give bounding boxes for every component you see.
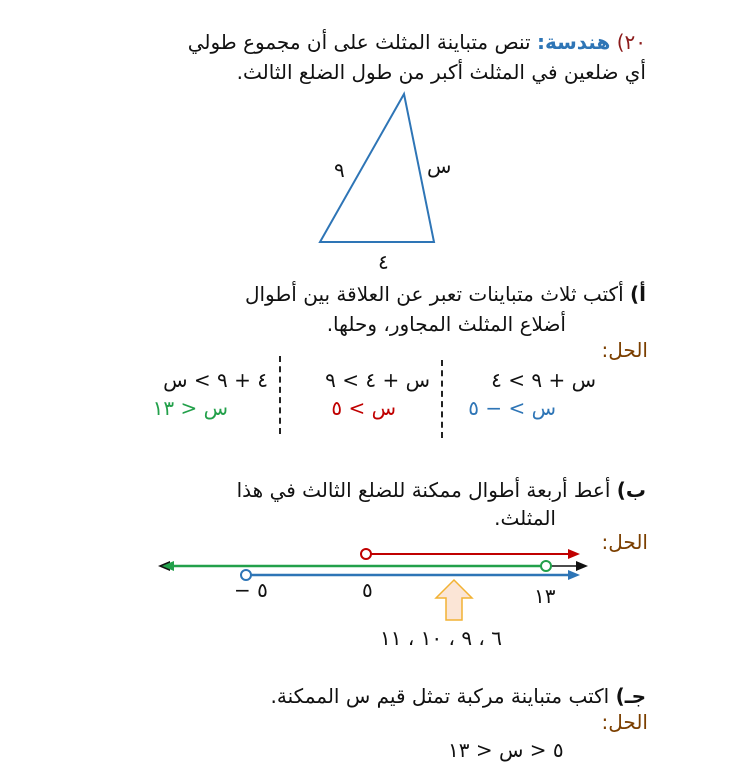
red-open-point [361,549,371,559]
part-b-line-1 [237,478,646,502]
question-line-2: أي ضلعين في المثلث أكبر من طول الضلع الثالث. [236,60,646,84]
green-open-point [541,561,551,571]
part-b-marker: ب) [616,478,646,502]
up-arrow-icon [432,578,476,622]
separator-1 [441,360,443,438]
part-a-line-2: أضلاع المثلث المجاور، وحلها. [326,312,566,336]
part-a-inequality-3-solution: س < ١٣ [152,396,228,420]
label-13: ١٣ [534,584,556,608]
axis-right-arrowhead [576,561,588,571]
part-c-text: اكتب متباينة مركبة تمثل قيم س الممكنة. [270,684,610,708]
part-c-marker: جـ) [615,684,646,708]
part-c-solution-label: الحل: [601,710,648,734]
part-b-line-2: المثلث. [494,506,556,530]
question-line-1 [188,30,646,54]
part-a-marker: أ) [630,282,646,306]
part-c-line [271,684,646,708]
part-b-text-1: أعط أربعة أطوال ممكنة للضلع الثالث في هذا [236,478,611,502]
part-a-inequality-1-solution: س > − ٥ [468,396,556,420]
question-number: ٢٠) [616,30,646,54]
label-5: ٥ [362,578,373,602]
triangle-figure [300,88,470,268]
part-a-inequality-1: س + ٩ > ٤ [491,368,596,392]
part-a-solution-label: الحل: [601,338,648,362]
label-neg5: − ٥ [234,578,268,602]
part-c-answer: ٥ < س < ١٣ [448,738,564,762]
part-a-line-1 [245,282,646,306]
triangle-side-left-label: ٩ [334,158,345,182]
part-a-inequality-2: س + ٤ > ٩ [325,368,430,392]
part-b-answer: ٦ ، ٩ ، ١٠ ، ١١ [380,626,502,650]
part-a-text-1: أكتب ثلاث متباينات تعبر عن العلاقة بين أطوال [244,282,624,306]
separator-2 [279,356,281,434]
triangle-side-right-label: س [427,154,452,178]
part-b-solution-label: الحل: [601,530,648,554]
part-a-inequality-3: ٤ + ٩ > س [163,368,268,392]
red-arrowhead [568,549,580,559]
question-topic: هندسة: [536,30,611,54]
part-a-inequality-2-solution: س > ٥ [331,396,396,420]
question-text-1: تنص متباينة المثلث على أن مجموع طولي [187,30,531,54]
triangle-side-bottom-label: ٤ [378,250,389,274]
blue-arrowhead [568,570,580,580]
